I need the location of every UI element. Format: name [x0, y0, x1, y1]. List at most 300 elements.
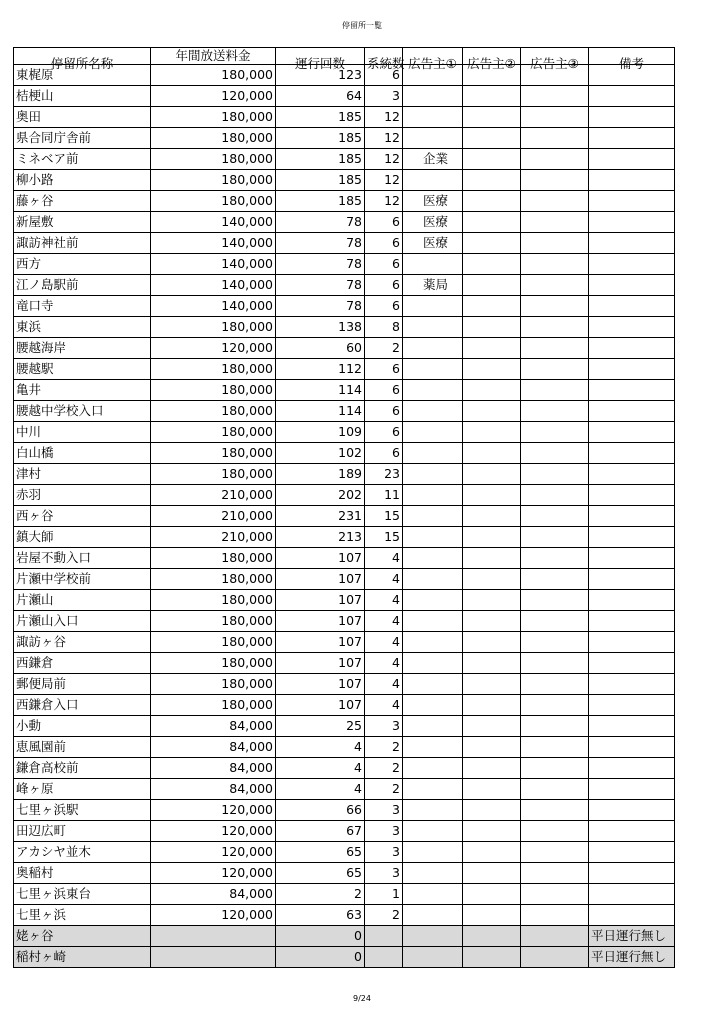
table-row [14, 548, 675, 569]
table-row [14, 590, 675, 611]
table-row [14, 212, 675, 233]
annual-fee-cell: 180,000 [151, 611, 276, 632]
advertiser-1-cell [403, 128, 463, 149]
advertiser-3-cell [521, 464, 589, 485]
stop-name-cell: 七里ヶ浜 [14, 905, 151, 926]
advertiser-3-cell [521, 191, 589, 212]
remarks-cell [589, 359, 675, 380]
advertiser-2-cell [463, 443, 521, 464]
advertiser-1-cell [403, 716, 463, 737]
advertiser-2-cell [463, 842, 521, 863]
header-advertiser-3: 広告主③ [521, 48, 589, 65]
advertiser-2-cell [463, 275, 521, 296]
runs-cell: 64 [276, 86, 365, 107]
runs-cell: 107 [276, 674, 365, 695]
table-row [14, 737, 675, 758]
advertiser-1-cell [403, 359, 463, 380]
annual-fee-cell: 120,000 [151, 800, 276, 821]
advertiser-3-cell [521, 170, 589, 191]
runs-cell: 114 [276, 401, 365, 422]
advertiser-2-cell [463, 485, 521, 506]
annual-fee-cell: 140,000 [151, 212, 276, 233]
advertiser-2-cell [463, 653, 521, 674]
advertiser-1-cell [403, 926, 463, 947]
stop-name-cell: 腰越駅 [14, 359, 151, 380]
table-row [14, 149, 675, 170]
annual-fee-cell: 84,000 [151, 758, 276, 779]
routes-cell: 1 [365, 884, 403, 905]
advertiser-3-cell [521, 422, 589, 443]
runs-cell: 107 [276, 653, 365, 674]
routes-cell: 15 [365, 506, 403, 527]
advertiser-2-cell [463, 926, 521, 947]
advertiser-3-cell [521, 338, 589, 359]
stop-name-cell: 諏訪ヶ谷 [14, 632, 151, 653]
advertiser-3-cell [521, 296, 589, 317]
runs-cell: 185 [276, 107, 365, 128]
table-row [14, 338, 675, 359]
routes-cell: 3 [365, 86, 403, 107]
table-row [14, 443, 675, 464]
routes-cell: 2 [365, 905, 403, 926]
advertiser-3-cell [521, 716, 589, 737]
table-row [14, 758, 675, 779]
stop-name-cell: 西方 [14, 254, 151, 275]
routes-cell: 4 [365, 674, 403, 695]
stop-name-cell: 奥田 [14, 107, 151, 128]
advertiser-2-cell [463, 149, 521, 170]
routes-cell: 6 [365, 275, 403, 296]
advertiser-3-cell [521, 485, 589, 506]
table-row [14, 170, 675, 191]
advertiser-3-cell [521, 674, 589, 695]
advertiser-3-cell [521, 359, 589, 380]
remarks-cell [589, 170, 675, 191]
annual-fee-cell: 180,000 [151, 632, 276, 653]
runs-cell: 114 [276, 380, 365, 401]
advertiser-2-cell [463, 380, 521, 401]
table-row [14, 947, 675, 968]
stop-name-cell: 新屋敷 [14, 212, 151, 233]
runs-cell: 107 [276, 569, 365, 590]
remarks-cell [589, 212, 675, 233]
annual-fee-cell: 180,000 [151, 401, 276, 422]
table-row [14, 611, 675, 632]
advertiser-1-cell [403, 338, 463, 359]
runs-cell: 66 [276, 800, 365, 821]
routes-cell: 4 [365, 632, 403, 653]
advertiser-3-cell [521, 212, 589, 233]
remarks-cell: 平日運行無し [589, 926, 675, 947]
advertiser-2-cell [463, 590, 521, 611]
stop-name-cell: 白山橋 [14, 443, 151, 464]
table-row [14, 317, 675, 338]
table-row [14, 527, 675, 548]
advertiser-1-cell: 医療 [403, 233, 463, 254]
table-row [14, 926, 675, 947]
advertiser-3-cell [521, 233, 589, 254]
runs-cell: 63 [276, 905, 365, 926]
remarks-cell [589, 254, 675, 275]
annual-fee-cell: 180,000 [151, 191, 276, 212]
stop-name-cell: 恵風園前 [14, 737, 151, 758]
advertiser-1-cell [403, 947, 463, 968]
runs-cell: 107 [276, 611, 365, 632]
header-remarks: 備考 [589, 48, 675, 65]
table-row [14, 191, 675, 212]
stop-name-cell: 腰越中学校入口 [14, 401, 151, 422]
stop-name-cell: 諏訪神社前 [14, 233, 151, 254]
remarks-cell [589, 485, 675, 506]
advertiser-1-cell [403, 905, 463, 926]
annual-fee-cell: 84,000 [151, 716, 276, 737]
stop-name-cell: 津村 [14, 464, 151, 485]
runs-cell: 25 [276, 716, 365, 737]
routes-cell: 6 [365, 296, 403, 317]
advertiser-1-cell [403, 506, 463, 527]
annual-fee-cell: 120,000 [151, 86, 276, 107]
stop-name-cell: 片瀬中学校前 [14, 569, 151, 590]
advertiser-3-cell [521, 800, 589, 821]
stop-name-cell: 稲村ヶ崎 [14, 947, 151, 968]
stop-name-cell: 竜口寺 [14, 296, 151, 317]
advertiser-1-cell [403, 842, 463, 863]
remarks-cell [589, 317, 675, 338]
table-row [14, 401, 675, 422]
annual-fee-cell: 180,000 [151, 107, 276, 128]
advertiser-1-cell [403, 632, 463, 653]
remarks-cell [589, 863, 675, 884]
advertiser-3-cell [521, 905, 589, 926]
annual-fee-cell: 180,000 [151, 359, 276, 380]
advertiser-2-cell [463, 359, 521, 380]
runs-cell: 107 [276, 548, 365, 569]
table-row [14, 506, 675, 527]
table-header-row [14, 48, 675, 65]
remarks-cell [589, 674, 675, 695]
advertiser-3-cell [521, 548, 589, 569]
stop-name-cell: 峰ヶ原 [14, 779, 151, 800]
stop-name-cell: 片瀬山 [14, 590, 151, 611]
routes-cell [365, 947, 403, 968]
header-stop-name: 停留所名称 [14, 48, 151, 65]
routes-cell: 6 [365, 254, 403, 275]
stop-name-cell: 西鎌倉 [14, 653, 151, 674]
annual-fee-cell: 180,000 [151, 674, 276, 695]
advertiser-2-cell [463, 86, 521, 107]
advertiser-1-cell [403, 443, 463, 464]
advertiser-3-cell [521, 842, 589, 863]
routes-cell: 6 [365, 422, 403, 443]
advertiser-3-cell [521, 86, 589, 107]
advertiser-3-cell [521, 947, 589, 968]
runs-cell: 4 [276, 737, 365, 758]
runs-cell: 185 [276, 191, 365, 212]
table-row [14, 674, 675, 695]
routes-cell: 8 [365, 317, 403, 338]
remarks-cell [589, 737, 675, 758]
stop-name-cell: 片瀬山入口 [14, 611, 151, 632]
table-row [14, 275, 675, 296]
advertiser-1-cell [403, 107, 463, 128]
remarks-cell [589, 632, 675, 653]
table-row [14, 464, 675, 485]
runs-cell: 67 [276, 821, 365, 842]
runs-cell: 138 [276, 317, 365, 338]
annual-fee-cell: 120,000 [151, 338, 276, 359]
runs-cell: 185 [276, 170, 365, 191]
advertiser-1-cell [403, 380, 463, 401]
advertiser-3-cell [521, 884, 589, 905]
stop-name-cell: 田辺広町 [14, 821, 151, 842]
advertiser-2-cell [463, 947, 521, 968]
advertiser-2-cell [463, 548, 521, 569]
advertiser-2-cell [463, 863, 521, 884]
runs-cell: 185 [276, 149, 365, 170]
remarks-cell [589, 779, 675, 800]
routes-cell: 2 [365, 779, 403, 800]
routes-cell: 2 [365, 737, 403, 758]
annual-fee-cell: 120,000 [151, 842, 276, 863]
document-title: 停留所一覧 [342, 21, 382, 30]
annual-fee-cell: 140,000 [151, 275, 276, 296]
stop-name-cell: 柳小路 [14, 170, 151, 191]
annual-fee-cell: 120,000 [151, 863, 276, 884]
stop-name-cell: 岩屋不動入口 [14, 548, 151, 569]
remarks-cell [589, 191, 675, 212]
routes-cell: 2 [365, 758, 403, 779]
advertiser-1-cell [403, 254, 463, 275]
runs-cell: 78 [276, 296, 365, 317]
table-row [14, 569, 675, 590]
runs-cell: 65 [276, 863, 365, 884]
remarks-cell [589, 884, 675, 905]
routes-cell: 4 [365, 548, 403, 569]
table-row [14, 296, 675, 317]
runs-cell: 231 [276, 506, 365, 527]
advertiser-2-cell [463, 422, 521, 443]
remarks-cell [589, 128, 675, 149]
routes-cell: 6 [365, 443, 403, 464]
runs-cell: 189 [276, 464, 365, 485]
advertiser-2-cell [463, 737, 521, 758]
advertiser-2-cell [463, 170, 521, 191]
advertiser-3-cell [521, 779, 589, 800]
advertiser-1-cell [403, 653, 463, 674]
table-row [14, 422, 675, 443]
advertiser-1-cell [403, 296, 463, 317]
table-row [14, 842, 675, 863]
remarks-cell [589, 275, 675, 296]
annual-fee-cell: 180,000 [151, 149, 276, 170]
annual-fee-cell [151, 947, 276, 968]
remarks-cell [589, 842, 675, 863]
stop-name-cell: 腰越海岸 [14, 338, 151, 359]
annual-fee-cell: 180,000 [151, 170, 276, 191]
remarks-cell [589, 716, 675, 737]
advertiser-3-cell [521, 506, 589, 527]
annual-fee-cell: 180,000 [151, 128, 276, 149]
table-row [14, 653, 675, 674]
annual-fee-cell: 180,000 [151, 65, 276, 86]
advertiser-1-cell [403, 527, 463, 548]
advertiser-2-cell [463, 716, 521, 737]
routes-cell: 4 [365, 590, 403, 611]
annual-fee-cell: 210,000 [151, 485, 276, 506]
stop-name-cell: 江ノ島駅前 [14, 275, 151, 296]
advertiser-2-cell [463, 191, 521, 212]
stop-name-cell: 県合同庁舎前 [14, 128, 151, 149]
table-row [14, 359, 675, 380]
routes-cell: 3 [365, 800, 403, 821]
advertiser-2-cell [463, 401, 521, 422]
stop-name-cell: 藤ヶ谷 [14, 191, 151, 212]
annual-fee-cell: 180,000 [151, 653, 276, 674]
advertiser-3-cell [521, 695, 589, 716]
advertiser-2-cell [463, 296, 521, 317]
advertiser-3-cell [521, 821, 589, 842]
remarks-cell [589, 611, 675, 632]
runs-cell: 78 [276, 254, 365, 275]
runs-cell: 78 [276, 275, 365, 296]
runs-cell: 4 [276, 779, 365, 800]
advertiser-1-cell [403, 422, 463, 443]
header-annual-fee: 年間放送料金 [151, 48, 276, 65]
remarks-cell [589, 401, 675, 422]
advertiser-1-cell [403, 737, 463, 758]
remarks-cell [589, 443, 675, 464]
remarks-cell [589, 149, 675, 170]
remarks-cell: 平日運行無し [589, 947, 675, 968]
routes-cell: 6 [365, 380, 403, 401]
advertiser-1-cell [403, 569, 463, 590]
table-row [14, 779, 675, 800]
routes-cell: 3 [365, 863, 403, 884]
runs-cell: 60 [276, 338, 365, 359]
remarks-cell [589, 695, 675, 716]
stop-name-cell: 奥稲村 [14, 863, 151, 884]
advertiser-2-cell [463, 233, 521, 254]
stop-name-cell: 鎮大師 [14, 527, 151, 548]
advertiser-1-cell: 医療 [403, 212, 463, 233]
stop-name-cell: 中川 [14, 422, 151, 443]
table-row [14, 128, 675, 149]
annual-fee-cell: 120,000 [151, 905, 276, 926]
advertiser-1-cell [403, 86, 463, 107]
routes-cell: 12 [365, 149, 403, 170]
stop-name-cell: 東浜 [14, 317, 151, 338]
advertiser-3-cell [521, 611, 589, 632]
header-advertiser-1: 広告主① [403, 48, 463, 65]
annual-fee-cell: 180,000 [151, 422, 276, 443]
runs-cell: 107 [276, 632, 365, 653]
routes-cell: 6 [365, 233, 403, 254]
advertiser-3-cell [521, 863, 589, 884]
annual-fee-cell: 120,000 [151, 821, 276, 842]
remarks-cell [589, 527, 675, 548]
runs-cell: 112 [276, 359, 365, 380]
runs-cell: 78 [276, 212, 365, 233]
stop-name-cell: 亀井 [14, 380, 151, 401]
routes-cell: 4 [365, 611, 403, 632]
runs-cell: 0 [276, 947, 365, 968]
remarks-cell [589, 800, 675, 821]
routes-cell: 6 [365, 401, 403, 422]
annual-fee-cell: 84,000 [151, 779, 276, 800]
remarks-cell [589, 506, 675, 527]
routes-cell: 4 [365, 695, 403, 716]
stop-name-cell: 桔梗山 [14, 86, 151, 107]
runs-cell: 109 [276, 422, 365, 443]
stop-name-cell: ミネベア前 [14, 149, 151, 170]
routes-cell: 23 [365, 464, 403, 485]
advertiser-3-cell [521, 380, 589, 401]
advertiser-1-cell: 医療 [403, 191, 463, 212]
annual-fee-cell: 84,000 [151, 737, 276, 758]
table-row [14, 800, 675, 821]
routes-cell: 3 [365, 716, 403, 737]
annual-fee-cell: 210,000 [151, 527, 276, 548]
routes-cell: 15 [365, 527, 403, 548]
remarks-cell [589, 590, 675, 611]
runs-cell: 107 [276, 695, 365, 716]
advertiser-2-cell [463, 569, 521, 590]
advertiser-1-cell [403, 779, 463, 800]
advertiser-2-cell [463, 527, 521, 548]
header-advertiser-2: 広告主② [463, 48, 521, 65]
table-row [14, 107, 675, 128]
advertiser-2-cell [463, 800, 521, 821]
annual-fee-cell: 180,000 [151, 464, 276, 485]
stop-name-cell: 七里ヶ浜駅 [14, 800, 151, 821]
advertiser-3-cell [521, 737, 589, 758]
advertiser-3-cell [521, 527, 589, 548]
advertiser-1-cell [403, 674, 463, 695]
advertiser-2-cell [463, 779, 521, 800]
advertiser-1-cell [403, 170, 463, 191]
routes-cell [365, 926, 403, 947]
annual-fee-cell: 180,000 [151, 317, 276, 338]
advertiser-1-cell [403, 464, 463, 485]
remarks-cell [589, 338, 675, 359]
advertiser-2-cell [463, 674, 521, 695]
advertiser-2-cell [463, 338, 521, 359]
runs-cell: 213 [276, 527, 365, 548]
header-routes: 系統数 [365, 48, 403, 65]
runs-cell: 65 [276, 842, 365, 863]
advertiser-1-cell [403, 611, 463, 632]
advertiser-2-cell [463, 695, 521, 716]
advertiser-2-cell [463, 905, 521, 926]
annual-fee-cell: 180,000 [151, 569, 276, 590]
annual-fee-cell [151, 926, 276, 947]
advertiser-3-cell [521, 107, 589, 128]
advertiser-2-cell [463, 107, 521, 128]
advertiser-2-cell [463, 758, 521, 779]
remarks-cell [589, 569, 675, 590]
stop-name-cell: 西ヶ谷 [14, 506, 151, 527]
remarks-cell [589, 653, 675, 674]
advertiser-3-cell [521, 653, 589, 674]
routes-cell: 12 [365, 170, 403, 191]
advertiser-1-cell [403, 401, 463, 422]
advertiser-3-cell [521, 758, 589, 779]
table-row [14, 863, 675, 884]
advertiser-2-cell [463, 464, 521, 485]
runs-cell: 107 [276, 590, 365, 611]
advertiser-1-cell [403, 884, 463, 905]
routes-cell: 12 [365, 191, 403, 212]
